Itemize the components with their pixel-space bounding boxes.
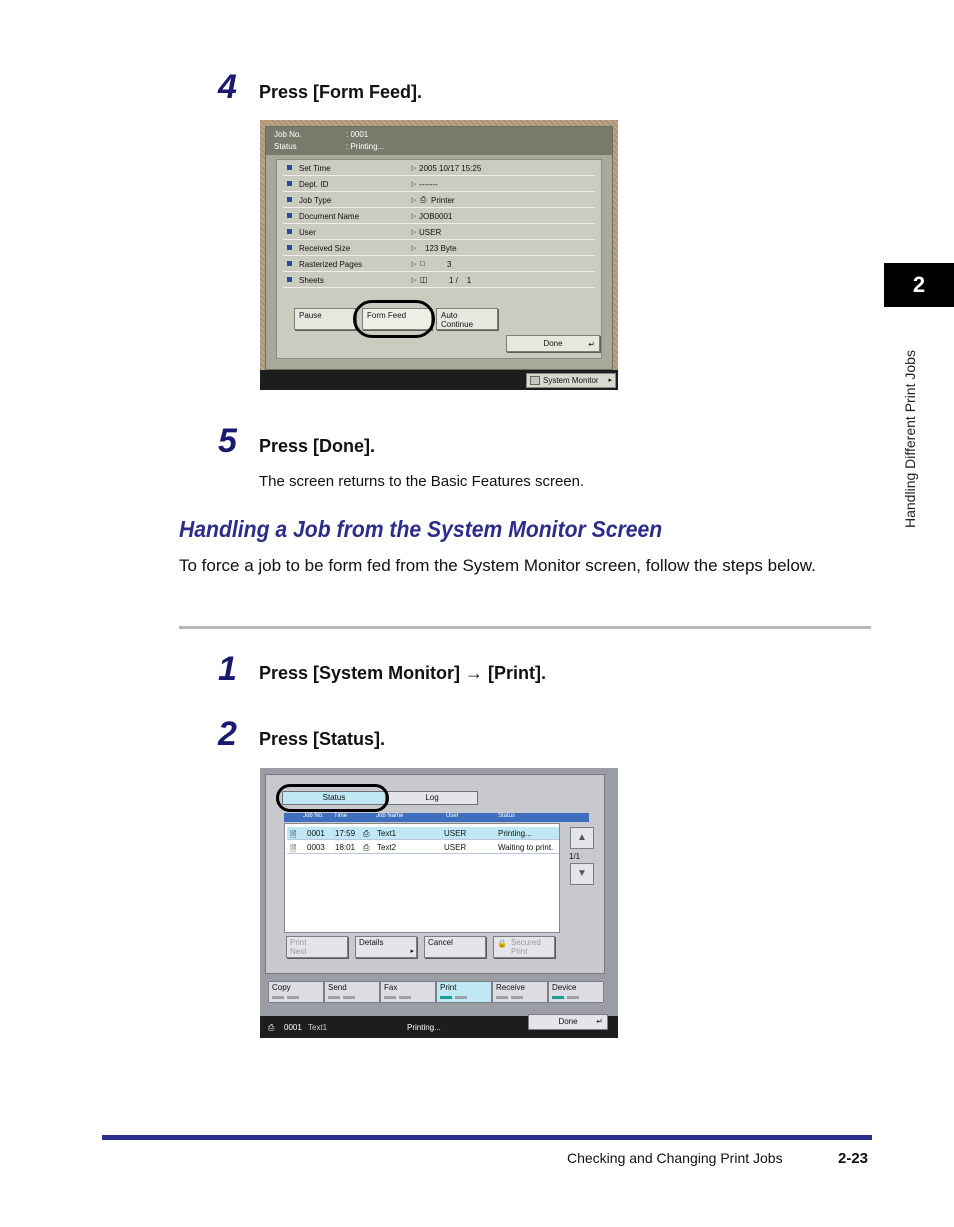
- secured-label-2: Print: [511, 947, 528, 956]
- system-monitor-label: System Monitor: [543, 376, 599, 385]
- status-value: : Printing...: [346, 142, 385, 151]
- mode-indicator: [399, 996, 411, 999]
- page-number: 2-23: [838, 1150, 869, 1167]
- detail-value: USER: [419, 228, 442, 237]
- mode-indicator: [272, 996, 284, 999]
- mode-label: Fax: [384, 983, 398, 992]
- form-feed-highlight: [353, 300, 435, 338]
- auto-continue-button[interactable]: [436, 308, 498, 330]
- auto-continue-label-1: Auto: [441, 311, 458, 320]
- detail-row-received-size: [283, 242, 595, 256]
- mode-indicator: [287, 996, 299, 999]
- print-next-button[interactable]: [286, 936, 348, 958]
- printer-icon: ⎙: [420, 195, 427, 204]
- page-indicator: 1/1: [569, 852, 581, 861]
- detail-key: Set Time: [299, 164, 331, 173]
- step-4-instruction: Press [Form Feed].: [259, 82, 423, 102]
- mode-indicator: [567, 996, 579, 999]
- detail-key: Dept. ID: [299, 180, 329, 189]
- printer-icon: ⎙: [268, 1023, 275, 1032]
- detail-value: 1 / 1: [449, 276, 472, 285]
- arrow-right-icon: ▷: [411, 277, 417, 284]
- printer-icon: ⎙: [363, 843, 370, 852]
- mode-receive[interactable]: [492, 981, 548, 1003]
- document-icon: 🗎: [290, 830, 297, 839]
- arrow-right-icon: ▷: [411, 229, 417, 236]
- detail-row-user: [283, 226, 595, 240]
- bullet-icon: [287, 245, 292, 250]
- status-label: Status: [274, 142, 297, 151]
- arrow-icon: ▸: [608, 377, 612, 384]
- scroll-up-button[interactable]: ▲: [570, 827, 594, 849]
- bullet-icon: [287, 181, 292, 186]
- detail-row-set-time: [283, 162, 595, 176]
- detail-value: JOB0001: [419, 212, 453, 221]
- tab-log[interactable]: Log: [386, 791, 478, 805]
- mode-print[interactable]: [436, 981, 492, 1003]
- arrow-right-icon: ▷: [411, 261, 417, 268]
- pause-button[interactable]: Pause: [294, 308, 356, 330]
- arrow-icon: ▸: [410, 948, 414, 955]
- scroll-down-button[interactable]: ▼: [570, 863, 594, 885]
- detail-key: Received Size: [299, 244, 351, 253]
- cancel-button[interactable]: Cancel: [424, 936, 486, 958]
- detail-key: Job Type: [299, 196, 332, 205]
- detail-value: 3: [447, 260, 452, 269]
- detail-row-job-type: [283, 194, 595, 208]
- arrow-right-icon: ▷: [411, 213, 417, 220]
- step-number-5: 5: [218, 422, 237, 460]
- mode-label: Send: [328, 983, 347, 992]
- status-job-no: 0001: [284, 1023, 302, 1032]
- status-job-state: Printing...: [407, 1023, 441, 1032]
- done-label: Done: [543, 339, 563, 348]
- page-icon: □: [420, 259, 425, 268]
- detail-row-dept-id: [283, 178, 595, 192]
- step-2-instruction: Press [Status].: [259, 729, 386, 749]
- detail-row-sheets: [283, 274, 595, 288]
- detail-value: Printer: [431, 196, 455, 205]
- footer-section-title: Checking and Changing Print Jobs: [567, 1150, 783, 1166]
- job-name: Text1: [377, 829, 397, 838]
- status-job-name: Text1: [308, 1023, 328, 1032]
- chapter-label: Handling Different Print Jobs: [902, 350, 918, 528]
- monitor-icon: [530, 376, 540, 385]
- mode-copy[interactable]: [268, 981, 324, 1003]
- tab-status[interactable]: Status: [282, 791, 386, 805]
- table-row[interactable]: [287, 827, 559, 840]
- detail-row-rasterized-pages: [283, 258, 595, 272]
- step-number-2: 2: [218, 715, 237, 753]
- arrow-right-icon: ▷: [411, 165, 417, 172]
- job-no-value: : 0001: [346, 130, 369, 139]
- mode-label: Copy: [272, 983, 291, 992]
- detail-row-document-name: [283, 210, 595, 224]
- mode-send[interactable]: [324, 981, 380, 1003]
- sheets-icon: ◫: [420, 275, 428, 284]
- chapter-label-wrap: [902, 315, 924, 530]
- step-5-instruction: Press [Done].: [259, 436, 376, 456]
- print-next-label-2: Next: [290, 947, 307, 956]
- section-title: Handling a Job from the System Monitor Screen: [179, 516, 663, 542]
- job-status: Waiting to print.: [498, 843, 554, 852]
- print-next-label-1: Print: [290, 938, 307, 947]
- job-no: 0001: [307, 829, 325, 838]
- mode-label: Device: [552, 983, 577, 992]
- detail-value: -------: [419, 180, 438, 189]
- arrow-right-icon: ▷: [411, 245, 417, 252]
- mode-indicator: [343, 996, 355, 999]
- column-user: User: [446, 813, 459, 819]
- mode-indicator: [511, 996, 523, 999]
- mode-device[interactable]: [548, 981, 604, 1003]
- table-row[interactable]: [287, 841, 559, 854]
- bullet-icon: [287, 229, 292, 234]
- column-time: Time: [334, 813, 348, 819]
- arrow-right-icon: ▷: [411, 197, 417, 204]
- step-5-note: The screen returns to the Basic Features screen.: [259, 473, 585, 490]
- bullet-icon: [287, 277, 292, 282]
- status-tab-highlight: [276, 784, 389, 812]
- done-button[interactable]: [506, 335, 600, 352]
- detail-value: 123 Byte: [425, 244, 457, 253]
- step-number-1: 1: [218, 650, 237, 688]
- job-no: 0003: [307, 843, 325, 852]
- detail-key: User: [299, 228, 316, 237]
- form-feed-button[interactable]: Form Feed: [362, 308, 432, 330]
- secured-print-button[interactable]: [493, 936, 555, 958]
- mode-indicator: [440, 996, 452, 999]
- job-time: 18:01: [335, 843, 356, 852]
- job-list: [284, 823, 560, 933]
- column-job-name: Job Name: [376, 813, 404, 819]
- enter-icon: ↵: [588, 340, 595, 349]
- chapter-tab: 2: [884, 263, 954, 307]
- job-user: USER: [444, 829, 467, 838]
- auto-continue-label-2: Continue: [441, 320, 474, 329]
- mode-label: Receive: [496, 983, 525, 992]
- bullet-icon: [287, 165, 292, 170]
- job-no-label: Job No.: [274, 130, 302, 139]
- lock-icon: 🔒: [497, 939, 507, 948]
- done-button[interactable]: [528, 1014, 608, 1030]
- enter-icon: ↵: [596, 1017, 603, 1026]
- mode-indicator: [384, 996, 396, 999]
- job-user: USER: [444, 843, 467, 852]
- done-label: Done: [558, 1017, 578, 1026]
- mode-indicator: [496, 996, 508, 999]
- detail-key: Document Name: [299, 212, 360, 221]
- footer-rule: [102, 1135, 872, 1140]
- details-label: Details: [359, 938, 384, 947]
- bullet-icon: [287, 261, 292, 266]
- mode-indicator: [455, 996, 467, 999]
- bullet-icon: [287, 197, 292, 202]
- job-status: Printing...: [498, 829, 532, 838]
- section-divider: [179, 626, 871, 629]
- job-name: Text2: [377, 843, 397, 852]
- document-icon: 🗎: [290, 844, 297, 853]
- job-details-panel: [265, 126, 613, 370]
- printer-icon: ⎙: [363, 829, 370, 838]
- list-header: [284, 813, 589, 822]
- mode-indicator: [552, 996, 564, 999]
- column-status: Status: [498, 813, 516, 819]
- job-header: [266, 127, 612, 155]
- step-number-4: 4: [218, 68, 237, 106]
- mode-fax[interactable]: [380, 981, 436, 1003]
- detail-key: Rasterized Pages: [299, 260, 363, 269]
- secured-label-1: Secured: [511, 938, 541, 947]
- section-intro: To force a job to be form fed from the System Monitor screen, follow the steps below.: [179, 556, 816, 575]
- mode-label: Print: [440, 983, 457, 992]
- arrow-right-icon: ▷: [411, 181, 417, 188]
- system-monitor-button[interactable]: [526, 373, 616, 388]
- step-1-instruction: Press [System Monitor] → [Print].: [259, 663, 547, 683]
- detail-value: 2005 10/17 15:25: [419, 164, 482, 173]
- column-job-no: Job No.: [303, 813, 324, 819]
- detail-key: Sheets: [299, 276, 324, 285]
- details-button[interactable]: [355, 936, 417, 958]
- mode-indicator: [328, 996, 340, 999]
- job-details-screen: [260, 120, 618, 390]
- job-time: 17:59: [335, 829, 356, 838]
- bullet-icon: [287, 213, 292, 218]
